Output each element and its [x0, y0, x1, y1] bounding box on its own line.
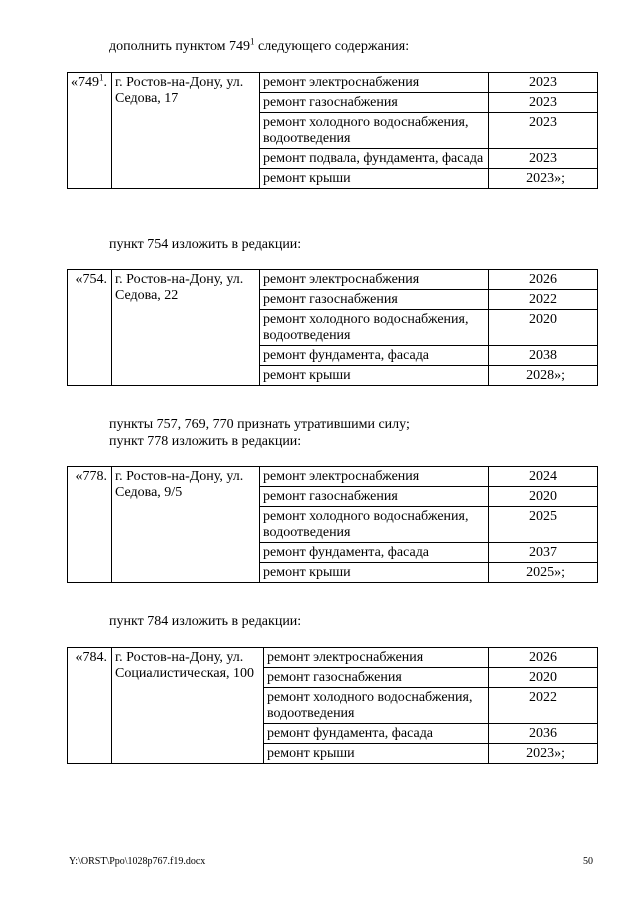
work-cell: ремонт электроснабжения — [264, 648, 489, 668]
work-cell: ремонт газоснабжения — [260, 93, 489, 113]
work-cell: ремонт крыши — [260, 169, 489, 189]
work-cell: ремонт газоснабжения — [260, 290, 489, 310]
year-cell: 2024 — [489, 467, 598, 487]
paragraph-754: пункт 754 изложить в редакции: — [109, 237, 302, 252]
work-cell: ремонт фундамента, фасада — [260, 543, 489, 563]
work-cell: ремонт электроснабжения — [260, 73, 489, 93]
year-cell: 2020 — [489, 310, 598, 346]
year-cell: 2023 — [489, 113, 598, 149]
year-cell: 2026 — [489, 648, 598, 668]
repair-table-784 — [67, 647, 598, 764]
paragraph-757: пункты 757, 769, 770 признать утратившими силу; — [109, 417, 410, 432]
paragraph-784: пункт 784 изложить в редакции: — [109, 614, 302, 629]
work-cell: ремонт крыши — [264, 744, 489, 764]
intro-text: дополнить пунктом 749 — [109, 39, 251, 54]
year-cell: 2022 — [489, 688, 598, 724]
year-cell: 2023 — [489, 149, 598, 169]
item-number: «754. — [68, 270, 112, 386]
repair-table-754 — [67, 269, 598, 386]
repair-table-749 — [67, 72, 598, 189]
year-cell: 2037 — [489, 543, 598, 563]
year-cell: 2028»; — [489, 366, 598, 386]
paragraph-778: пункт 778 изложить в редакции: — [109, 434, 302, 449]
footer-file-path: Y:\ORST\Ppo\1028p767.f19.docx — [69, 856, 206, 867]
year-cell: 2020 — [489, 668, 598, 688]
intro-paragraph — [109, 38, 409, 55]
footer-page-number: 50 — [583, 856, 593, 867]
year-cell: 2036 — [489, 724, 598, 744]
year-cell: 2038 — [489, 346, 598, 366]
work-cell: ремонт электроснабжения — [260, 270, 489, 290]
work-cell: ремонт газоснабжения — [260, 487, 489, 507]
repair-table-778 — [67, 466, 598, 583]
item-number: «$749^1$. — [68, 73, 112, 189]
work-cell: ремонт холодного водоснабжения, водоотведения — [260, 310, 489, 346]
work-cell: ремонт газоснабжения — [264, 668, 489, 688]
year-cell: 2023»; — [489, 169, 598, 189]
work-cell: ремонт крыши — [260, 366, 489, 386]
work-cell: ремонт холодного водоснабжения, водоотведения — [260, 507, 489, 543]
intro-superscript: 1 — [250, 36, 255, 47]
item-number: «784. — [68, 648, 112, 764]
item-address: г. Ростов-на-Дону, ул. Седова, 17 — [112, 73, 260, 189]
year-cell: 2025 — [489, 507, 598, 543]
year-cell: 2023»; — [489, 744, 598, 764]
year-cell: 2022 — [489, 290, 598, 310]
work-cell: ремонт электроснабжения — [260, 467, 489, 487]
item-address: г. Ростов-на-Дону, ул. Социалистическая, 100 — [112, 648, 264, 764]
item-address: г. Ростов-на-Дону, ул. Седова, 22 — [112, 270, 260, 386]
year-cell: 2025»; — [489, 563, 598, 583]
year-cell: 2026 — [489, 270, 598, 290]
work-cell: ремонт подвала, фундамента, фасада — [260, 149, 489, 169]
work-cell: ремонт фундамента, фасада — [260, 346, 489, 366]
work-cell: ремонт крыши — [260, 563, 489, 583]
year-cell: 2023 — [489, 73, 598, 93]
year-cell: 2020 — [489, 487, 598, 507]
item-address: г. Ростов-на-Дону, ул. Седова, 9/5 — [112, 467, 260, 583]
intro-text-end: следующего содержания: — [254, 39, 410, 54]
year-cell: 2023 — [489, 93, 598, 113]
work-cell: ремонт холодного водоснабжения, водоотведения — [264, 688, 489, 724]
work-cell: ремонт холодного водоснабжения, водоотведения — [260, 113, 489, 149]
item-number: «778. — [68, 467, 112, 583]
work-cell: ремонт фундамента, фасада — [264, 724, 489, 744]
